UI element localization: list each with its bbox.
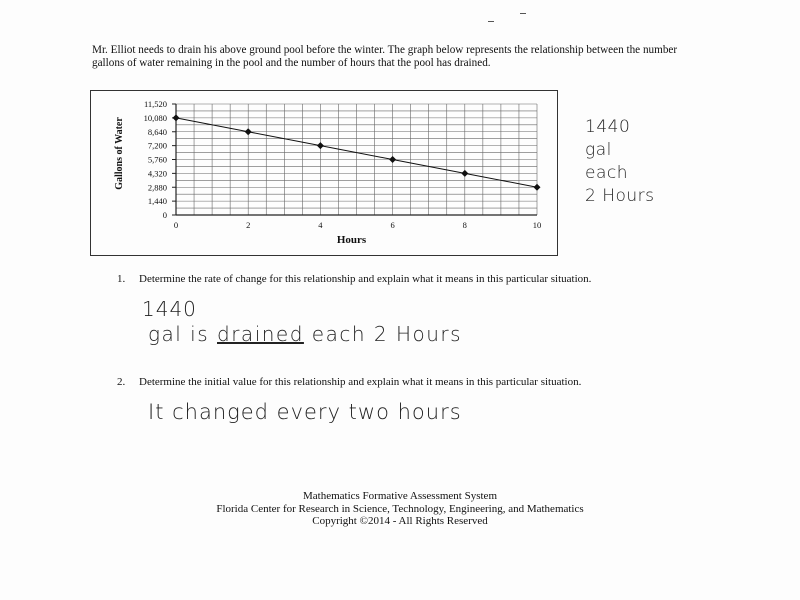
y-tick-label: 11,520: [143, 99, 167, 109]
scan-mark: [488, 21, 494, 22]
answer-1-post: each 2 Hours: [303, 322, 463, 346]
footer-line-3: Copyright ©2014 - All Rights Reserved: [312, 515, 488, 527]
data-point-marker: [461, 170, 468, 177]
y-tick-label: 2,880: [147, 182, 167, 193]
question-2-number: 2.: [117, 376, 126, 388]
footer: [100, 490, 700, 528]
x-axis-label: Hours: [336, 234, 367, 246]
data-point-marker: [534, 184, 541, 191]
question-2-text: Determine the initial value for this relationship and explain what it means in this particular situation.: [139, 376, 582, 388]
scan-mark: [520, 13, 526, 14]
y-axis-label: Gallons of Water: [114, 117, 125, 190]
x-tick-label: 4: [318, 220, 323, 230]
y-tick-label: 1,440: [147, 196, 167, 207]
footer-line-1: Mathematics Formative Assessment System: [302, 490, 497, 502]
line-chart: [90, 90, 560, 258]
question-1-number: 1.: [117, 273, 126, 285]
y-tick-label: 4,320: [147, 168, 167, 179]
footer-line-2: Florida Center for Research in Science, Technology, Engineering, and Mathematics: [216, 502, 584, 515]
x-tick-label: 0: [173, 220, 179, 230]
handwritten-answer-1-explanation: [148, 322, 462, 346]
y-tick-label: 8,640: [147, 126, 167, 137]
y-tick-label: 5,760: [147, 154, 167, 165]
handwritten-answer-1-value: 1440: [142, 297, 197, 321]
question-1-text: Determine the rate of change for this relationship and explain what it means in this particular situation.: [139, 273, 592, 285]
handwritten-side-note: 1440 gal each 2 Hours: [585, 117, 655, 206]
answer-1-pre: gal is: [148, 322, 218, 346]
intro-paragraph: Mr. Elliot needs to drain his above ground pool before the winter. The graph below represents the relationship between the number gallons of water remaining in the pool and the number of hours that the pool has drained.: [92, 44, 678, 69]
handwritten-answer-2: It changed every two hours: [148, 400, 462, 424]
answer-1-underlined-word: drained: [217, 322, 304, 346]
data-point-marker: [389, 156, 396, 163]
data-point-marker: [245, 128, 252, 135]
x-tick-label: 2: [246, 220, 251, 230]
y-tick-label: 7,200: [147, 140, 167, 151]
y-tick-label: 0: [162, 210, 167, 220]
data-point-marker: [317, 142, 324, 149]
x-tick-label: 6: [390, 220, 395, 230]
y-tick-label: 10,080: [143, 112, 167, 123]
x-tick-label: 10: [532, 220, 542, 230]
x-tick-label: 8: [462, 220, 467, 230]
data-point-marker: [173, 114, 180, 121]
